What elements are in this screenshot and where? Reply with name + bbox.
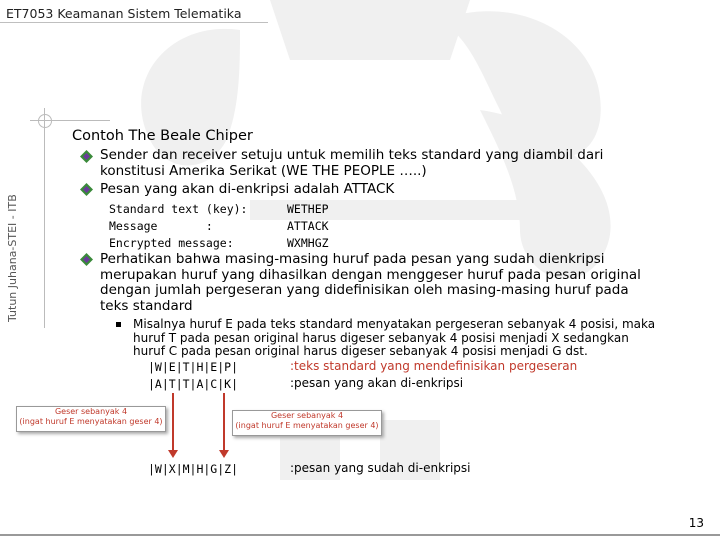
decor-vertical-line: [44, 108, 45, 328]
slide-title: Contoh The Beale Chiper: [72, 128, 253, 144]
code-row: Standard text (key): WETHEP: [109, 202, 329, 216]
message-row-cells: |A|T|T|A|C|K|: [148, 377, 239, 391]
page-number: 13: [688, 516, 704, 530]
diamond-bullet-icon: [80, 253, 93, 266]
code-row: Message : ATTACK: [109, 219, 329, 233]
sub-bullet: Misalnya huruf E pada teks standard menyatakan pergeseran sebanyak 4 posisi, maka huruf T pada pesan original harus digeser sebanyak 4 posisi menjadi X sedangkan huruf C pada pesan original harus digeser sebanyak 4 posisi menjadi G dst.: [133, 317, 656, 358]
callout-shift-left: Geser sebanyak 4 (ingat huruf E menyatakan geser 4): [16, 406, 166, 432]
shift-arrow-right: [223, 393, 225, 451]
code-row: Encrypted message: WXMHGZ: [109, 236, 329, 250]
encrypted-row-cells: |W|X|M|H|G|Z|: [148, 462, 239, 476]
header-divider: [0, 22, 268, 23]
message-row-note: :pesan yang akan di-enkripsi: [290, 376, 464, 390]
diamond-bullet-icon: [80, 150, 93, 163]
footer-divider: [0, 534, 720, 536]
arrowhead-right: [219, 450, 229, 458]
callout-shift-right: Geser sebanyak 4 (ingat huruf E menyatakan geser 4): [232, 410, 382, 436]
author-side-label: Tutun Juhana-STEI - ITB: [6, 194, 19, 322]
bullet-1: Sender dan receiver setuju untuk memilih teks standard yang diambil dari konstitusi Amerika Serikat (WE THE PEOPLE …..): [100, 147, 604, 179]
bullet-3: Perhatikan bahwa masing-masing huruf pada pesan yang sudah dienkripsi merupakan huruf yang dihasilkan dengan menggeser huruf pada pesan original dengan jumlah pergeseran yang didefinisikan oleh masing-masing huruf pada teks standard: [100, 251, 641, 314]
square-bullet-icon: [116, 322, 121, 327]
course-title: ET7053 Keamanan Sistem Telematika: [6, 6, 242, 21]
key-row-cells: |W|E|T|H|E|P|: [148, 360, 239, 374]
encrypted-row-note: :pesan yang sudah di-enkripsi: [290, 461, 471, 475]
shift-arrow-left: [172, 393, 174, 451]
arrowhead-left: [168, 450, 178, 458]
code-block: [109, 201, 329, 252]
decor-circle: [38, 114, 52, 128]
diamond-bullet-icon: [80, 183, 93, 196]
bullet-2: Pesan yang akan di-enkripsi adalah ATTACK: [100, 181, 395, 197]
key-row-note: :teks standard yang mendefinisikan pergeseran: [290, 359, 578, 373]
